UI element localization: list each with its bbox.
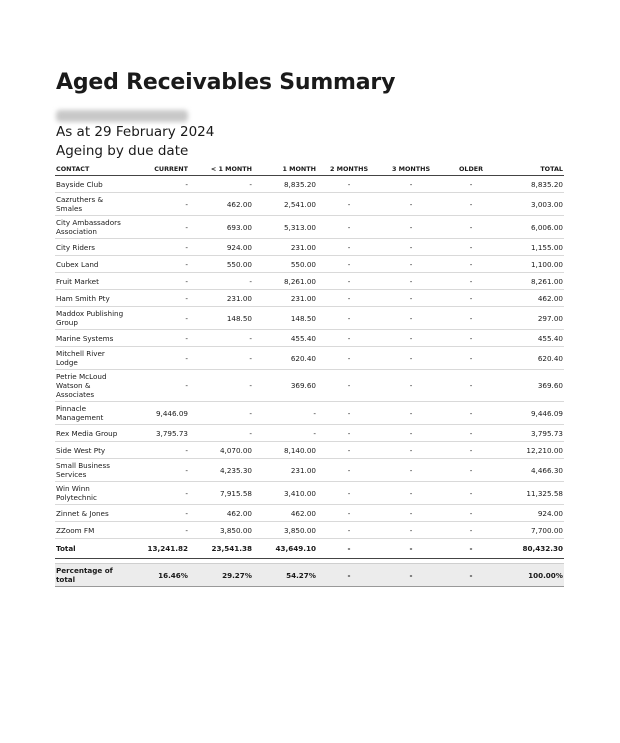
- cell-2-months: -: [317, 193, 381, 216]
- cell-2-months: -: [317, 522, 381, 539]
- cell-contact: Marine Systems: [55, 330, 125, 347]
- cell-3-months: -: [381, 564, 441, 587]
- cell-contact: Bayside Club: [55, 176, 125, 193]
- cell-1-month: 8,835.20: [253, 176, 317, 193]
- cell-older: -: [441, 539, 501, 559]
- cell-3-months: -: [381, 482, 441, 505]
- cell-older: -: [441, 256, 501, 273]
- cell-current: -: [125, 239, 189, 256]
- cell-older: -: [441, 273, 501, 290]
- cell-2-months: -: [317, 290, 381, 307]
- cell-3-months: -: [381, 522, 441, 539]
- table-row: [55, 347, 564, 370]
- column-header-2-months: 2 MONTHS: [317, 162, 381, 176]
- cell-older: -: [441, 239, 501, 256]
- table-row: [55, 216, 564, 239]
- report-date: As at 29 February 2024: [56, 124, 215, 140]
- aged-receivables-table: [55, 162, 564, 587]
- cell-1-month: 148.50: [253, 307, 317, 330]
- cell-contact: ZZoom FM: [55, 522, 125, 539]
- cell-current: -: [125, 216, 189, 239]
- cell-total: 462.00: [501, 290, 564, 307]
- cell-current: 3,795.73: [125, 425, 189, 442]
- cell-older: -: [441, 442, 501, 459]
- cell-current: -: [125, 330, 189, 347]
- cell-2-months: -: [317, 505, 381, 522]
- cell-less-than-1-month: 29.27%: [189, 564, 253, 587]
- cell-older: -: [441, 176, 501, 193]
- cell-total: 9,446.09: [501, 402, 564, 425]
- cell-less-than-1-month: 4,235.30: [189, 459, 253, 482]
- cell-older: -: [441, 564, 501, 587]
- cell-1-month: 231.00: [253, 459, 317, 482]
- cell-older: -: [441, 216, 501, 239]
- cell-contact: Pinnacle Management: [55, 402, 125, 425]
- column-header-3-months: 3 MONTHS: [381, 162, 441, 176]
- table-row: [55, 193, 564, 216]
- table-row: [55, 273, 564, 290]
- cell-current: 9,446.09: [125, 402, 189, 425]
- cell-total: 8,835.20: [501, 176, 564, 193]
- cell-less-than-1-month: 148.50: [189, 307, 253, 330]
- column-header-less-than-1-month: < 1 MONTH: [189, 162, 253, 176]
- cell-total: 1,155.00: [501, 239, 564, 256]
- cell-less-than-1-month: 462.00: [189, 505, 253, 522]
- cell-contact: Side West Pty: [55, 442, 125, 459]
- cell-1-month: 2,541.00: [253, 193, 317, 216]
- cell-total: 620.40: [501, 347, 564, 370]
- cell-total: 297.00: [501, 307, 564, 330]
- cell-total: 100.00%: [501, 564, 564, 587]
- cell-contact: Maddox Publishing Group: [55, 307, 125, 330]
- cell-3-months: -: [381, 239, 441, 256]
- cell-total: 3,003.00: [501, 193, 564, 216]
- cell-2-months: -: [317, 256, 381, 273]
- cell-1-month: 3,410.00: [253, 482, 317, 505]
- cell-total: 369.60: [501, 370, 564, 402]
- cell-current: 16.46%: [125, 564, 189, 587]
- cell-2-months: -: [317, 425, 381, 442]
- cell-2-months: -: [317, 347, 381, 370]
- report-title: Aged Receivables Summary: [56, 70, 396, 95]
- cell-2-months: -: [317, 216, 381, 239]
- cell-less-than-1-month: -: [189, 273, 253, 290]
- cell-contact: Ham Smith Pty: [55, 290, 125, 307]
- column-header-contact: CONTACT: [55, 162, 125, 176]
- cell-older: -: [441, 522, 501, 539]
- cell-2-months: -: [317, 370, 381, 402]
- table-row: [55, 505, 564, 522]
- cell-current: -: [125, 273, 189, 290]
- cell-1-month: 54.27%: [253, 564, 317, 587]
- cell-less-than-1-month: -: [189, 425, 253, 442]
- cell-3-months: -: [381, 442, 441, 459]
- cell-less-than-1-month: 462.00: [189, 193, 253, 216]
- cell-current: -: [125, 347, 189, 370]
- cell-2-months: -: [317, 273, 381, 290]
- table-row: [55, 307, 564, 330]
- cell-contact: Small Business Services: [55, 459, 125, 482]
- cell-1-month: 462.00: [253, 505, 317, 522]
- cell-older: -: [441, 459, 501, 482]
- cell-older: -: [441, 425, 501, 442]
- cell-contact: Rex Media Group: [55, 425, 125, 442]
- cell-current: -: [125, 459, 189, 482]
- cell-contact: Cubex Land: [55, 256, 125, 273]
- cell-total: 3,795.73: [501, 425, 564, 442]
- cell-less-than-1-month: 23,541.38: [189, 539, 253, 559]
- cell-current: -: [125, 290, 189, 307]
- cell-total: 7,700.00: [501, 522, 564, 539]
- table-header-row: [55, 162, 564, 176]
- cell-3-months: -: [381, 273, 441, 290]
- cell-1-month: 8,140.00: [253, 442, 317, 459]
- cell-3-months: -: [381, 193, 441, 216]
- cell-contact: Fruit Market: [55, 273, 125, 290]
- cell-less-than-1-month: 4,070.00: [189, 442, 253, 459]
- cell-2-months: -: [317, 176, 381, 193]
- cell-3-months: -: [381, 290, 441, 307]
- cell-older: -: [441, 193, 501, 216]
- total-row: [55, 539, 564, 559]
- cell-total: 8,261.00: [501, 273, 564, 290]
- table-row: [55, 256, 564, 273]
- percentage-row: [55, 564, 564, 587]
- cell-2-months: -: [317, 402, 381, 425]
- table-row: [55, 402, 564, 425]
- cell-current: -: [125, 370, 189, 402]
- cell-3-months: -: [381, 539, 441, 559]
- cell-1-month: 231.00: [253, 239, 317, 256]
- cell-1-month: 8,261.00: [253, 273, 317, 290]
- cell-older: -: [441, 347, 501, 370]
- cell-contact: City Ambassadors Association: [55, 216, 125, 239]
- cell-2-months: -: [317, 539, 381, 559]
- column-header-older: OLDER: [441, 162, 501, 176]
- table-row: [55, 459, 564, 482]
- cell-contact: Petrie McLoud Watson & Associates: [55, 370, 125, 402]
- table-row: [55, 290, 564, 307]
- cell-total: 1,100.00: [501, 256, 564, 273]
- cell-1-month: 231.00: [253, 290, 317, 307]
- column-header-total: TOTAL: [501, 162, 564, 176]
- cell-current: -: [125, 522, 189, 539]
- cell-contact: Mitchell River Lodge: [55, 347, 125, 370]
- cell-older: -: [441, 482, 501, 505]
- cell-current: 13,241.82: [125, 539, 189, 559]
- cell-contact: Cazruthers & Smales: [55, 193, 125, 216]
- cell-3-months: -: [381, 307, 441, 330]
- table-row: [55, 522, 564, 539]
- cell-contact: Total: [55, 539, 125, 559]
- cell-contact: Win Winn Polytechnic: [55, 482, 125, 505]
- table-row: [55, 370, 564, 402]
- cell-3-months: -: [381, 256, 441, 273]
- cell-less-than-1-month: 231.00: [189, 290, 253, 307]
- organization-name-redacted: [56, 110, 188, 122]
- cell-older: -: [441, 370, 501, 402]
- cell-contact: City Riders: [55, 239, 125, 256]
- cell-3-months: -: [381, 505, 441, 522]
- cell-less-than-1-month: 7,915.58: [189, 482, 253, 505]
- table-row: [55, 442, 564, 459]
- cell-total: 4,466.30: [501, 459, 564, 482]
- table-row: [55, 239, 564, 256]
- cell-1-month: 5,313.00: [253, 216, 317, 239]
- cell-less-than-1-month: -: [189, 176, 253, 193]
- cell-3-months: -: [381, 459, 441, 482]
- cell-older: -: [441, 330, 501, 347]
- column-header-1-month: 1 MONTH: [253, 162, 317, 176]
- cell-3-months: -: [381, 176, 441, 193]
- ageing-basis: Ageing by due date: [56, 143, 189, 159]
- table-row: [55, 482, 564, 505]
- cell-contact: Zinnet & Jones: [55, 505, 125, 522]
- cell-1-month: -: [253, 402, 317, 425]
- cell-2-months: -: [317, 330, 381, 347]
- cell-older: -: [441, 290, 501, 307]
- cell-total: 6,006.00: [501, 216, 564, 239]
- cell-less-than-1-month: -: [189, 347, 253, 370]
- table-row: [55, 330, 564, 347]
- cell-older: -: [441, 307, 501, 330]
- cell-3-months: -: [381, 216, 441, 239]
- cell-current: -: [125, 442, 189, 459]
- cell-3-months: -: [381, 347, 441, 370]
- cell-1-month: 369.60: [253, 370, 317, 402]
- cell-2-months: -: [317, 239, 381, 256]
- cell-3-months: -: [381, 425, 441, 442]
- cell-current: -: [125, 482, 189, 505]
- cell-current: -: [125, 505, 189, 522]
- cell-total: 455.40: [501, 330, 564, 347]
- cell-1-month: 43,649.10: [253, 539, 317, 559]
- cell-total: 924.00: [501, 505, 564, 522]
- cell-2-months: -: [317, 442, 381, 459]
- cell-1-month: 3,850.00: [253, 522, 317, 539]
- cell-less-than-1-month: -: [189, 330, 253, 347]
- cell-2-months: -: [317, 459, 381, 482]
- table-row: [55, 176, 564, 193]
- cell-current: -: [125, 176, 189, 193]
- cell-3-months: -: [381, 402, 441, 425]
- cell-3-months: -: [381, 330, 441, 347]
- cell-contact: Percentage of total: [55, 564, 125, 587]
- cell-older: -: [441, 505, 501, 522]
- cell-2-months: -: [317, 482, 381, 505]
- cell-1-month: 550.00: [253, 256, 317, 273]
- cell-current: -: [125, 193, 189, 216]
- cell-total: 11,325.58: [501, 482, 564, 505]
- cell-less-than-1-month: 550.00: [189, 256, 253, 273]
- cell-less-than-1-month: -: [189, 402, 253, 425]
- cell-1-month: 455.40: [253, 330, 317, 347]
- cell-less-than-1-month: 3,850.00: [189, 522, 253, 539]
- cell-3-months: -: [381, 370, 441, 402]
- cell-less-than-1-month: 693.00: [189, 216, 253, 239]
- cell-total: 80,432.30: [501, 539, 564, 559]
- cell-current: -: [125, 256, 189, 273]
- cell-2-months: -: [317, 564, 381, 587]
- cell-older: -: [441, 402, 501, 425]
- cell-1-month: -: [253, 425, 317, 442]
- cell-total: 12,210.00: [501, 442, 564, 459]
- cell-1-month: 620.40: [253, 347, 317, 370]
- cell-less-than-1-month: -: [189, 370, 253, 402]
- column-header-current: CURRENT: [125, 162, 189, 176]
- cell-current: -: [125, 307, 189, 330]
- cell-less-than-1-month: 924.00: [189, 239, 253, 256]
- table-row: [55, 425, 564, 442]
- cell-2-months: -: [317, 307, 381, 330]
